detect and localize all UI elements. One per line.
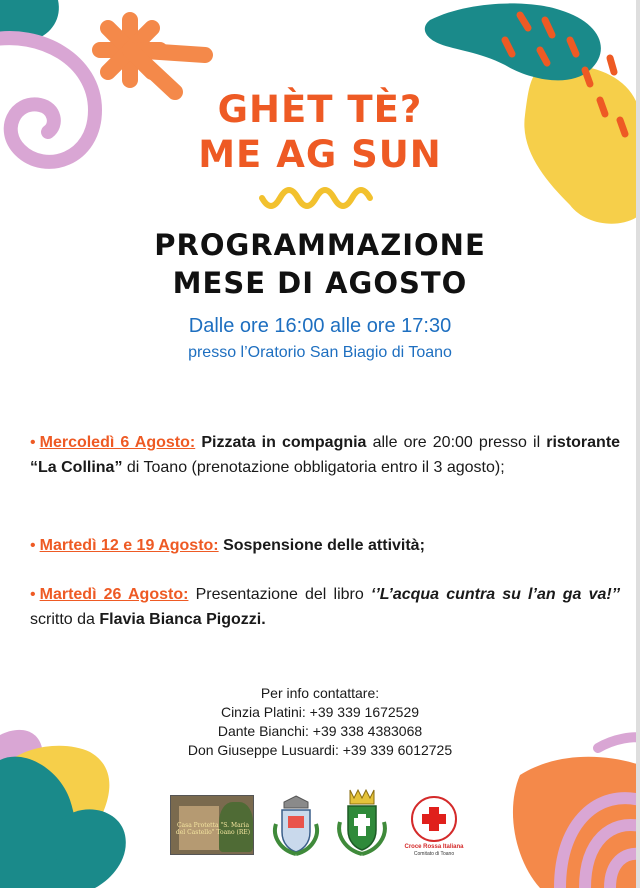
author-name: Flavia Bianca Pigozzi. (99, 611, 266, 628)
heading-line-1: PROGRAMMAZIONE (154, 228, 486, 262)
regional-crest-icon (334, 788, 390, 856)
municipal-crest-icon (268, 794, 324, 856)
red-cross-logo (404, 796, 464, 856)
event-date: Mercoledì 6 Agosto: (39, 434, 196, 451)
teal-leaf-bottom-left (55, 809, 126, 888)
event-item (30, 533, 620, 558)
event-highlight: Pizzata in compagnia (201, 434, 367, 451)
event-item (30, 582, 620, 632)
care-home-logo (170, 795, 254, 855)
page-edge (636, 0, 640, 888)
heading-line-2: MESE DI AGOSTO (172, 266, 468, 300)
red-cross-name: Croce Rossa Italiana (404, 844, 464, 850)
photo-caption: Casa Protetta "S. Maria del Castello" Toano (RE) (175, 822, 251, 836)
event-text: alle ore 20:00 presso il (366, 434, 547, 451)
event-highlight: Sospensione delle attività; (223, 537, 425, 554)
schedule-hours: Dalle ore 16:00 alle ore 17:30 (188, 315, 452, 337)
red-cross-branch: Comitato di Toano (413, 851, 455, 857)
event-text: scritto da (30, 611, 100, 628)
title-line-1: GHÈT TÈ? (217, 88, 423, 131)
event-text: Presentazione del libro (188, 586, 371, 603)
event-date: Martedì 26 Agosto: (39, 586, 189, 603)
yellow-wave-icon (262, 190, 370, 206)
orange-starburst-icon (100, 20, 205, 92)
contact-info (0, 684, 640, 760)
event-text: di Toano (prenotazione obbligatoria entro il 3 agosto); (122, 459, 505, 476)
contact-line: Don Giuseppe Lusuardi: +39 339 6012725 (187, 742, 453, 758)
event-venue: ristorante “La Collina” (30, 434, 621, 476)
bullet-icon: • (30, 537, 36, 554)
event-date: Martedì 12 e 19 Agosto: (39, 537, 219, 554)
contact-intro: Per info contattare: (260, 685, 380, 701)
bullet-icon: • (30, 586, 36, 603)
event-item (30, 430, 620, 480)
bullet-icon: • (30, 434, 36, 451)
book-title: ‘’L’acqua cuntra su l’an ga va!’’ (370, 586, 621, 603)
title-line-2: ME AG SUN (198, 133, 442, 176)
contact-line: Dante Bianchi: +39 338 4383068 (217, 723, 423, 739)
contact-line: Cinzia Platini: +39 339 1672529 (220, 704, 420, 720)
schedule-location: presso l’Oratorio San Biagio di Toano (188, 344, 452, 361)
